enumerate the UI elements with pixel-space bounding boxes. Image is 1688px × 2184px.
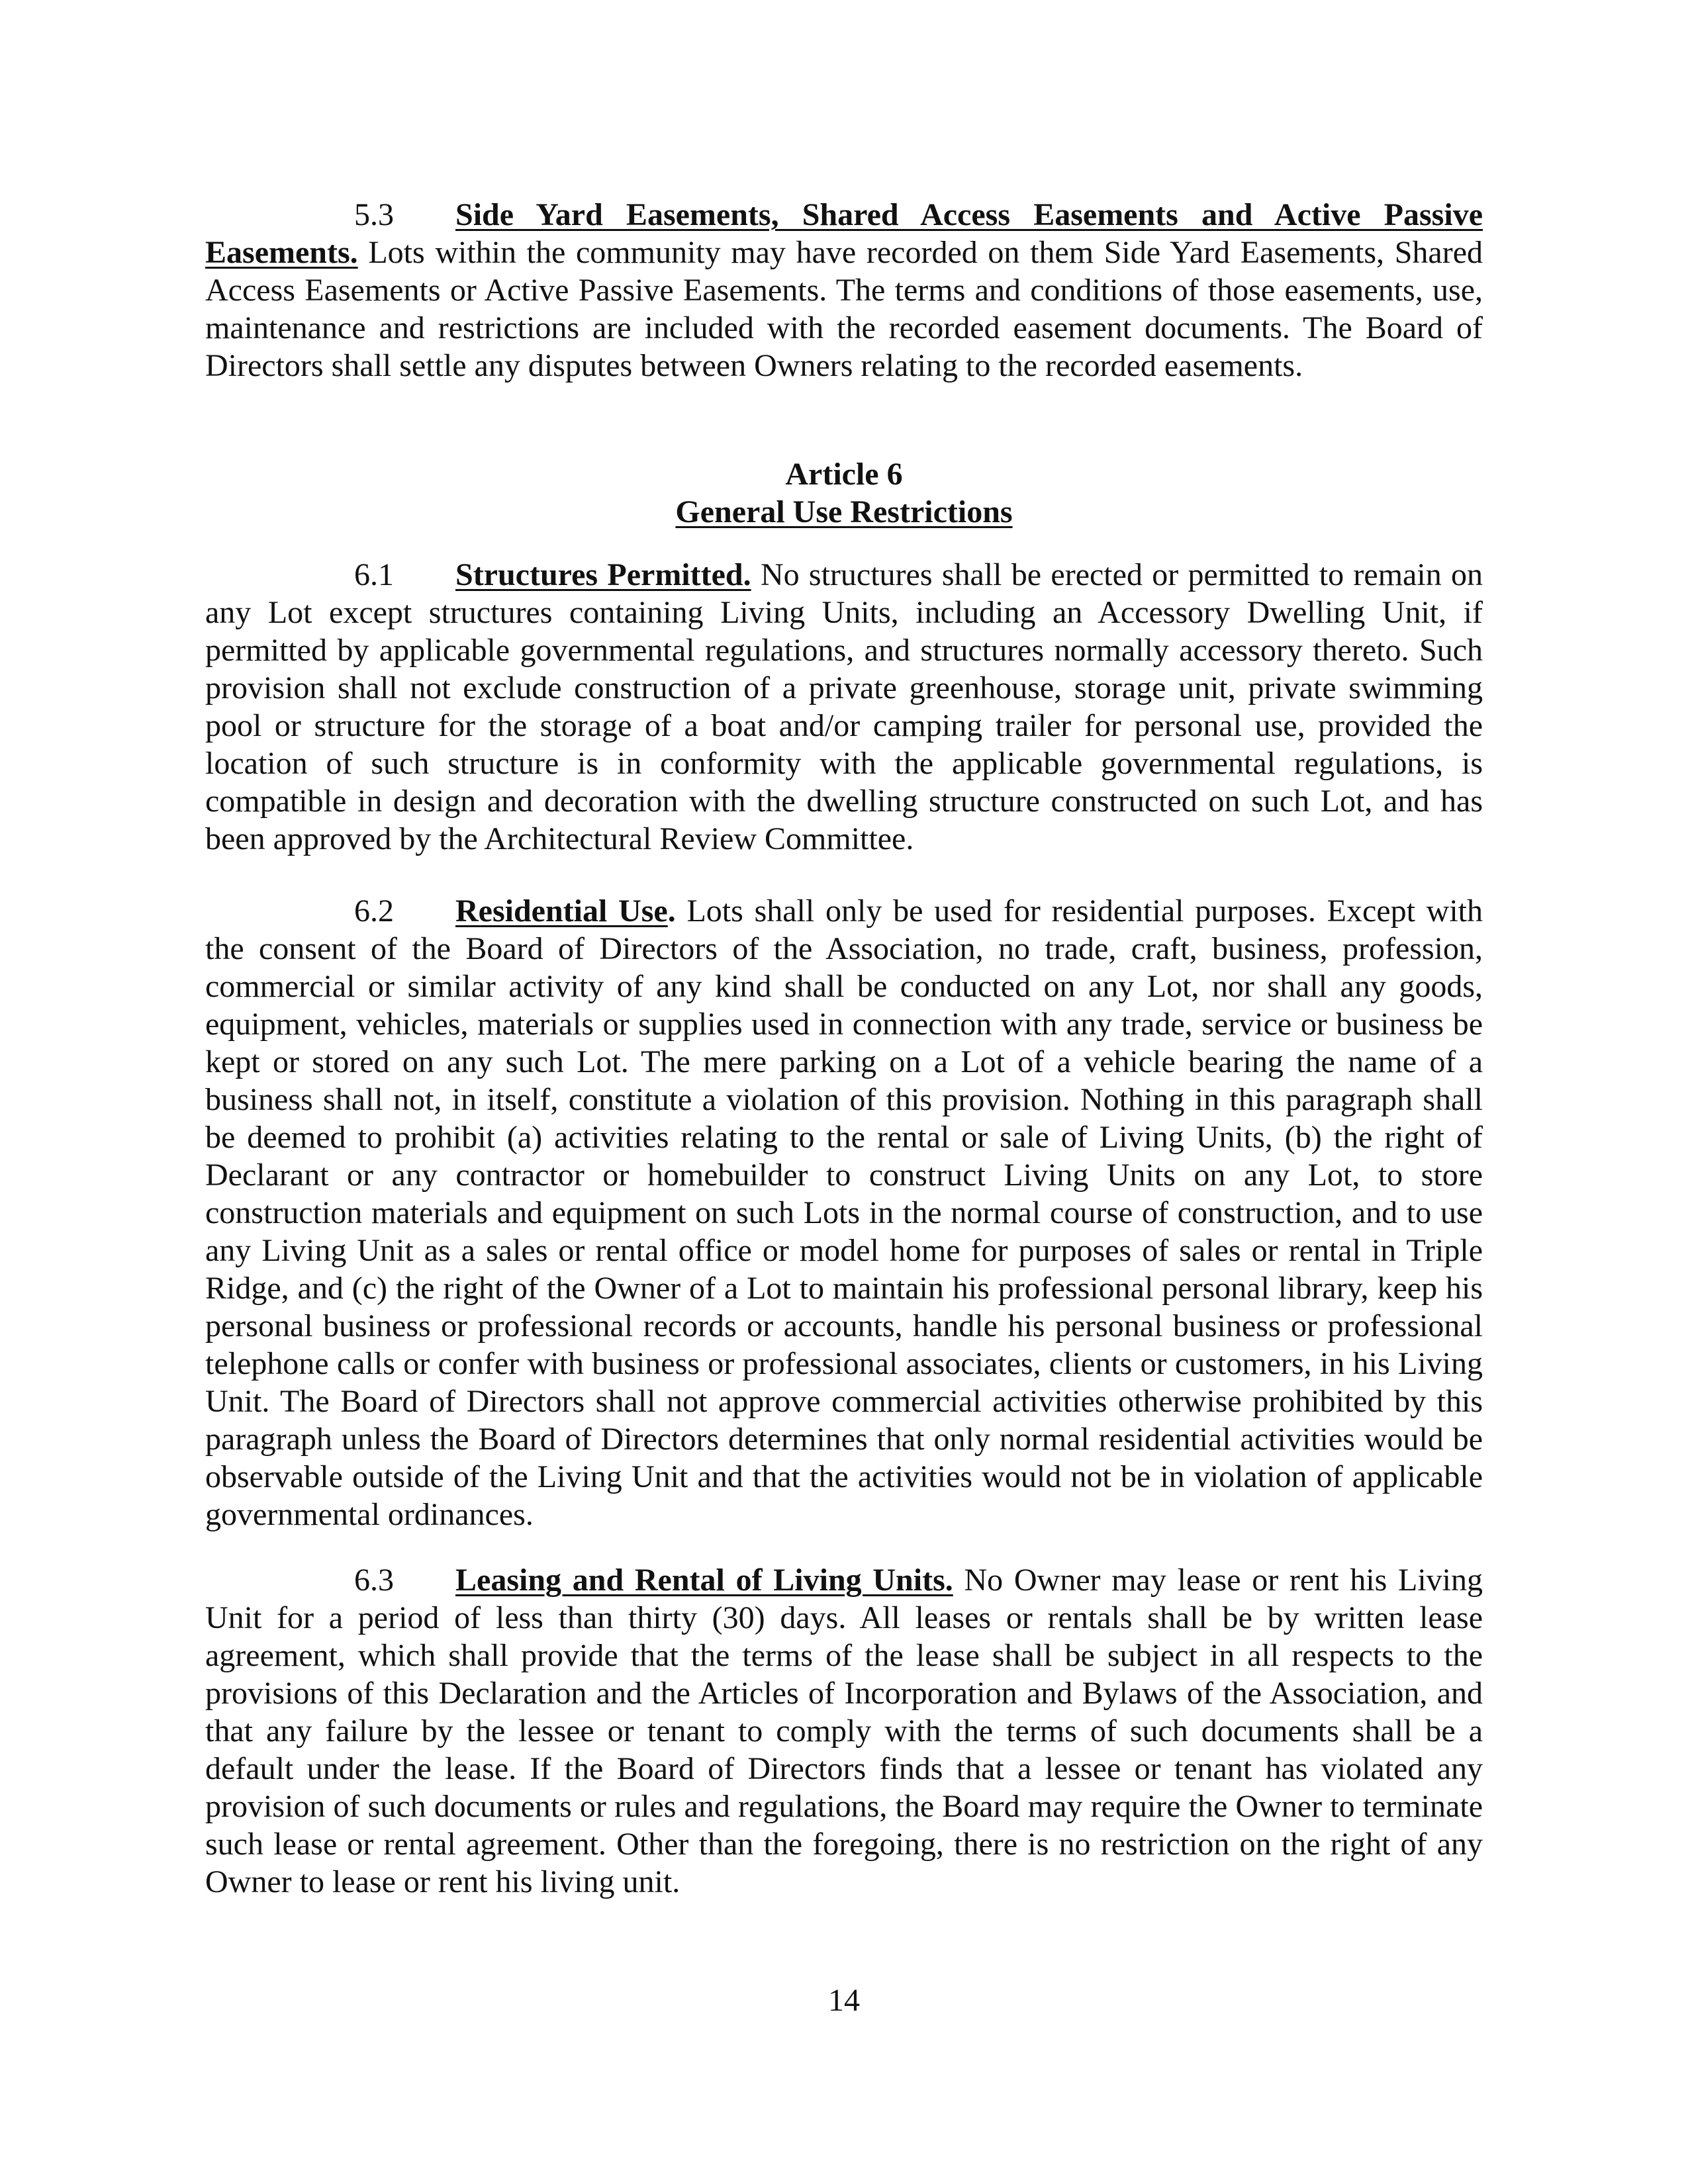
section-number: 5.3	[354, 197, 394, 232]
section-6-2	[205, 892, 1483, 1533]
section-body: No Owner may lease or rent his Living Unit for a period of less than thirty (30) days. All leases or rentals shall be by written lease agreement, which shall provide that the terms of the lease shall be subject in all respects to the provisions of this Declaration and the Articles of Incorporation and Bylaws of the Association, and that any failure by the lessee or tenant to comply with the terms of such documents shall be a default under the lease. If the Board of Directors finds that a lessee or tenant has violated any provision of such documents or rules and regulations, the Board may require the Owner to terminate such lease or rental agreement. Other than the foregoing, there is no restriction on the right of any Owner to lease or rent his living unit.	[205, 1563, 1483, 1899]
section-heading-period: .	[667, 893, 676, 929]
section-body: No structures shall be erected or permitted to remain on any Lot except structures containing Living Units, including an Accessory Dwelling Unit, if permitted by applicable governmental regulations, and structures normally accessory thereto. Such provision shall not exclude construction of a private greenhouse, storage unit, private swimming pool or structure for the storage of a boat and/or camping trailer for personal use, provided the location of such structure is in conformity with the applicable governmental regulations, is compatible in design and decoration with the dwelling structure constructed on such Lot, and has been approved by the Architectural Review Committee.	[205, 557, 1483, 856]
section-6-3	[205, 1561, 1483, 1901]
section-number: 6.2	[354, 893, 394, 929]
section-number: 6.3	[354, 1563, 394, 1598]
article-header	[205, 455, 1483, 531]
section-body: Lots shall only be used for residential purposes. Except with the consent of the Board of Directors of the Association, no trade, craft, business, profession, commercial or similar activity of any kind shall be conducted on any Lot, nor shall any goods, equipment, vehicles, materials or supplies used in connection with any trade, service or business be kept or stored on any such Lot. The mere parking on a Lot of a vehicle bearing the name of a business shall not, in itself, constitute a violation of this provision. Nothing in this paragraph shall be deemed to prohibit (a) activities relating to the rental or sale of Living Units, (b) the right of Declarant or any contractor or homebuilder to construct Living Units on any Lot, to store construction materials and equipment on such Lots in the normal course of construction, and to use any Living Unit as a sales or rental office or model home for purposes of sales or rental in Triple Ridge, and (c) the right of the Owner of a Lot to maintain his professional personal library, keep his personal business or professional records or accounts, handle his personal business or professional telephone calls or confer with business or professional associates, clients or customers, in his Living Unit. The Board of Directors shall not approve commercial activities otherwise prohibited by this paragraph unless the Board of Directors determines that only normal residential activities would be observable outside of the Living Unit and that the activities would not be in violation of applicable governmental ordinances.	[205, 893, 1483, 1532]
section-number: 6.1	[354, 557, 394, 592]
article-title: General Use Restrictions	[675, 494, 1013, 529]
section-heading: Residential Use	[455, 893, 668, 929]
section-heading: Structures Permitted.	[455, 557, 751, 592]
section-6-1	[205, 556, 1483, 858]
section-body: Lots within the community may have recorded on them Side Yard Easements, Shared Access Easements or Active Passive Easements. The terms and conditions of those easements, use, maintenance and restrictions are included with the recorded easement documents. The Board of Directors shall settle any disputes between Owners relating to the recorded easements.	[205, 235, 1483, 383]
page-number: 14	[828, 1983, 860, 2018]
section-5-3	[205, 196, 1483, 385]
section-heading: Leasing and Rental of Living Units.	[455, 1563, 953, 1598]
section-heading: Side Yard Easements, Shared Access Easements and Active Passive Easements.	[205, 197, 1483, 270]
article-label: Article 6	[785, 457, 903, 492]
